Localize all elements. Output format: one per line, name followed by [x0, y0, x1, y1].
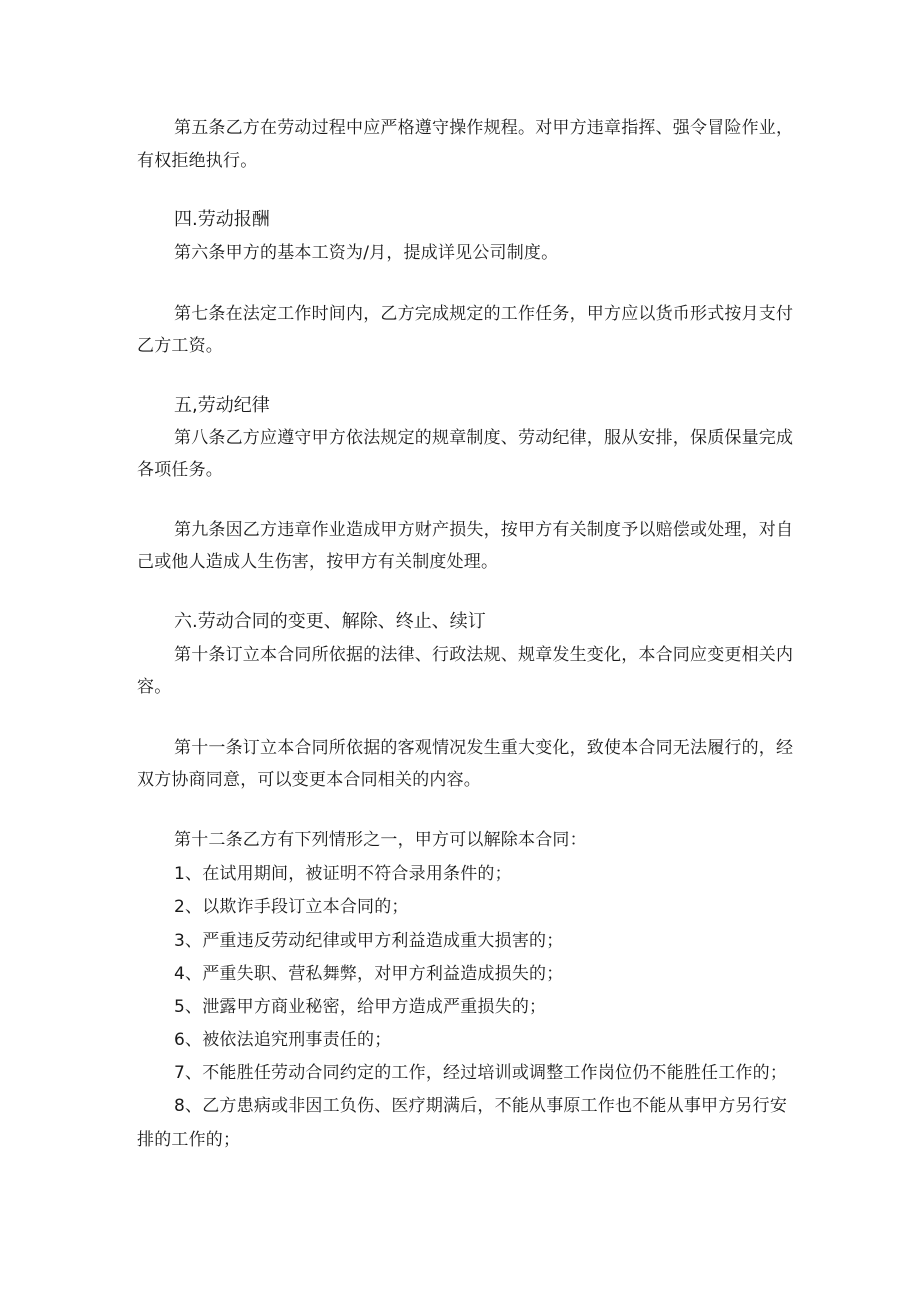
article-9-line-1: 第九条因乙方违章作业造成甲方财产损失，按甲方有关制度予以赔偿或处理，对自	[174, 520, 794, 540]
list-item: 5、泄露甲方商业秘密，给甲方造成严重损失的；	[174, 997, 547, 1017]
article-12-intro: 第十二条乙方有下列情形之一，甲方可以解除本合同：	[174, 830, 587, 850]
list-item-8-line-2: 排的工作的；	[137, 1130, 241, 1150]
article-8-line-2: 各项任务。	[137, 460, 223, 480]
article-9-line-2: 己或他人造成人生伤害，按甲方有关制度处理。	[137, 552, 499, 572]
article-6: 第六条甲方的基本工资为/月，提成详见公司制度。	[174, 243, 559, 263]
article-7-line-2: 乙方工资。	[137, 336, 223, 356]
article-10-line-1: 第十条订立本合同所依据的法律、行政法规、规章发生变化，本合同应变更相关内	[174, 645, 794, 665]
list-item: 6、被依法追究刑事责任的；	[174, 1030, 392, 1050]
article-5-line-1: 第五条乙方在劳动过程中应严格遵守操作规程。对甲方违章指挥、强令冒险作业，	[174, 118, 794, 138]
section-6-heading: 六.劳动合同的变更、解除、终止、续订	[174, 611, 486, 632]
list-item: 7、不能胜任劳动合同约定的工作，经过培训或调整工作岗位仍不能胜任工作的；	[174, 1063, 788, 1083]
list-item: 1、在试用期间，被证明不符合录用条件的；	[174, 864, 512, 884]
section-5-heading: 五,劳动纪律	[174, 395, 270, 416]
article-7-line-1: 第七条在法定工作时间内，乙方完成规定的工作任务，甲方应以货币形式按月支付	[174, 304, 794, 324]
article-11-line-2: 双方协商同意，可以变更本合同相关的内容。	[137, 770, 481, 790]
list-item: 3、严重违反劳动纪律或甲方利益造成重大损害的；	[174, 931, 564, 951]
list-item: 8、乙方患病或非因工负伤、医疗期满后，不能从事原工作也不能从事甲方另行安	[174, 1096, 788, 1116]
list-item: 2、以欺诈手段订立本合同的；	[174, 897, 409, 917]
article-5-line-2: 有权拒绝执行。	[137, 151, 258, 171]
section-4-heading: 四.劳动报酬	[174, 209, 270, 230]
list-item: 4、严重失职、营私舞弊，对甲方利益造成损失的；	[174, 964, 564, 984]
article-11-line-1: 第十一条订立本合同所依据的客观情况发生重大变化，致使本合同无法履行的，经	[174, 738, 794, 758]
article-8-line-1: 第八条乙方应遵守甲方依法规定的规章制度、劳动纪律，服从安排，保质保量完成	[174, 428, 794, 448]
article-10-line-2: 容。	[137, 677, 172, 697]
